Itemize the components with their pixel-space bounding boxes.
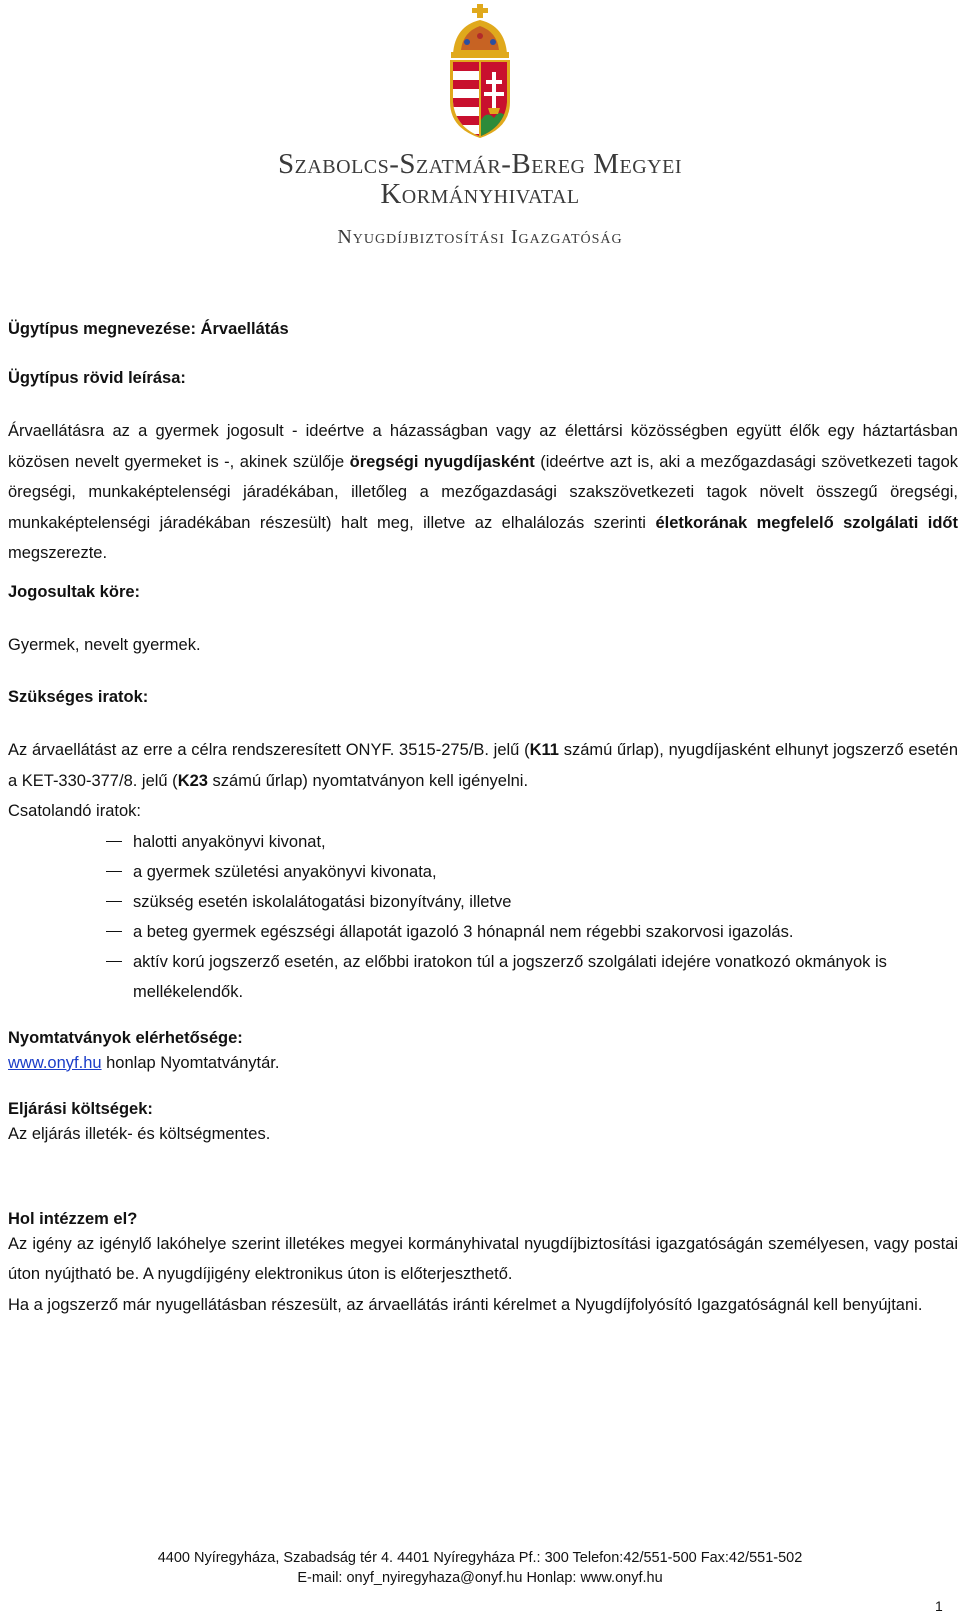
forms-availability-text: www.onyf.hu honlap Nyomtatványtár.: [8, 1053, 280, 1072]
page-number: 1: [935, 1598, 943, 1614]
list-item: a gyermek születési anyakönyvi kivonata,: [8, 857, 958, 887]
procedure-costs-text: Az eljárás illeték- és költségmentes.: [8, 1125, 271, 1143]
short-description-text: Árvaellátásra az a gyermek jogosult - ideértve a házasságban vagy az élettársi közösségben együtt élők egy háztartásban közösen nevelt gyermeket is -, akinek szülője öregségi nyugdíjasként (ideértve azt is, aki a mezőgazdasági szövetkezeti tagok öregségi, munkaképtelenségi járadékában, illetőleg a mezőgazdasági szakszövetkezeti tagok növelt összegű öregségi, munkaképtelenségi járadékában részesült) halt meg, illetve az elhalálozás szerinti életkorának megfelelő szolgálati időt megszerezte.: [8, 422, 959, 562]
list-item: szükség esetén iskolalátogatási bizonyítvány, illetve: [8, 887, 958, 917]
where-to-apply-heading: Hol intézzem el?: [8, 1209, 138, 1228]
attachments-list: [8, 827, 958, 1007]
letterhead: [0, 0, 960, 260]
document-body: [8, 320, 958, 1320]
forms-availability-heading: Nyomtatványok elérhetősége:: [8, 1028, 243, 1047]
org-name-line2: Kormányhivatal: [380, 178, 580, 210]
list-item: a beteg gyermek egészségi állapotát igazoló 3 hónapnál nem régebbi szakorvosi igazolás.: [8, 917, 958, 947]
footer-address: 4400 Nyíregyháza, Szabadság tér 4. 4401 Nyíregyháza Pf.: 300 Telefon:42/551-500 Fax:42/551-502: [157, 1550, 803, 1566]
page-footer: [0, 1548, 960, 1588]
where-to-apply-text: Az igény az igénylő lakóhelye szerint illetékes megyei kormányhivatal nyugdíjbiztosítási igazgatóságán személyesen, vagy postai úton nyújtható be. A nyugdíjigény elektronikus úton is előterjeszthető.: [8, 1234, 958, 1283]
org-name-line1: Szabolcs-Szatmár-Bereg Megyei: [278, 148, 682, 180]
required-documents-text: Az árvaellátást az erre a célra rendszeresített ONYF. 3515-275/B. jelű (K11 számú űrlap), nyugdíjasként elhunyt jogszerző esetén a KET-330-377/8. jelű (K23 számú űrlap) nyomtatványon kell igényelni.: [8, 741, 958, 790]
list-item: aktív korú jogszerző esetén, az előbbi iratokon túl a jogszerző szolgálati idejére vonatkozó okmányok is mellékelendők.: [8, 947, 958, 1007]
case-type-title: Ügytípus megnevezése: Árvaellátás: [8, 320, 289, 338]
required-documents-heading: Szükséges iratok:: [8, 688, 149, 706]
eligibility-text: Gyermek, nevelt gyermek.: [8, 635, 201, 654]
list-item: halotti anyakönyvi kivonat,: [8, 827, 958, 857]
where-to-apply-text-2: Ha a jogszerző már nyugellátásban részesült, az árvaellátás iránti kérelmet a Nyugdíjfolyósító Igazgatóságnál kell benyújtani.: [8, 1295, 923, 1314]
procedure-costs-heading: Eljárási költségek:: [8, 1100, 153, 1118]
attachments-label: Csatolandó iratok:: [8, 802, 141, 820]
footer-contact: E-mail: onyf_nyiregyhaza@onyf.hu Honlap: www.onyf.hu: [297, 1570, 663, 1586]
onyf-website-link[interactable]: www.onyf.hu: [8, 1053, 102, 1072]
eligibility-heading: Jogosultak köre:: [8, 582, 141, 601]
org-department: Nyugdíjbiztosítási Igazgatóság: [337, 226, 623, 248]
hungarian-coat-of-arms-icon: [447, 2, 513, 140]
short-description-heading: Ügytípus rövid leírása:: [8, 369, 186, 387]
